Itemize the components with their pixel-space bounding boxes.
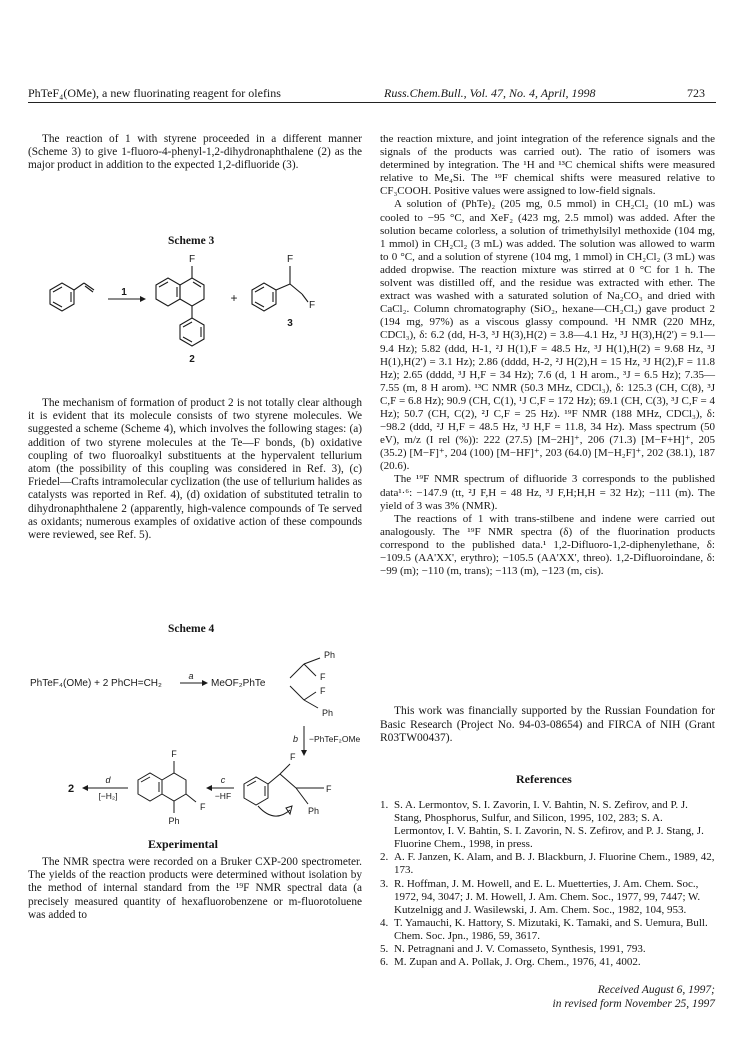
scheme4-intermediate: MeOF₂PhTe <box>211 678 266 689</box>
product-3-structure <box>252 266 308 311</box>
compound-2-label: 2 <box>68 783 75 795</box>
right-column-methods <box>380 133 715 578</box>
reference-number: 5. <box>380 943 389 956</box>
phenyl-label: Ph <box>308 806 320 816</box>
left-column-experimental <box>28 856 362 922</box>
phenyl-label: Ph <box>324 650 336 660</box>
reference-item <box>380 799 715 851</box>
scheme3-diagram <box>28 250 362 380</box>
reference-number: 3. <box>380 877 389 890</box>
fluorine-label: F <box>200 802 206 812</box>
fluorine-label: F <box>308 300 316 311</box>
journal-citation: Russ.Chem.Bull., Vol. 47, No. 4, April, 1998 <box>384 86 596 100</box>
reaction-arrow <box>108 287 146 302</box>
paragraph: the reaction mixture, and joint integration of the reference signals and the signals of the products was carried out). The ratio of isomers was determined by integration. The ¹H and ¹³C chemical shifts were measured relative to Me₄Si. The ¹⁹F chemical shifts were measured relative to CF₃COOH. Positive values were assigned to low-field signals. <box>380 133 715 198</box>
plus-sign: + <box>230 291 238 305</box>
fluorine-label: F <box>286 254 294 265</box>
reference-item <box>380 878 715 917</box>
reference-number: 4. <box>380 916 389 929</box>
paragraph: The reaction of 1 with styrene proceeded in a different manner (Scheme 3) to give 1-fluoro-4-phenyl-1,2-dihydronaphthalene (2) as the major product in addition to the expected 1,2-difluoride (3). <box>28 133 362 172</box>
step-d-byproduct: [−H₂] <box>98 791 118 801</box>
reference-text: T. Yamauchi, K. Hattory, S. Mizutaki, K. Tamaki, and S. Uemura, Bull. Chem. Soc. Jpn., 1986, 59, 3617. <box>394 916 708 942</box>
step-d-label: d <box>105 775 111 785</box>
references-list <box>380 799 715 969</box>
header-rule <box>28 102 716 103</box>
scheme4-diagram <box>28 638 362 838</box>
step-c-label: c <box>220 775 226 785</box>
arrow-label: 1 <box>121 287 127 298</box>
step-b-label: b <box>292 734 298 744</box>
page-number: 723 <box>687 86 705 100</box>
styrene-structure <box>50 283 94 311</box>
acknowledgment <box>380 705 715 746</box>
fluorine-label: F <box>290 752 296 762</box>
paragraph: The reactions of 1 with trans-stilbene and indene were carried out analogously. The ¹⁹F NMR spectra (δ) of the fluorination products correspond to the published data.¹ 1,2-Difluoro-1,2-diphenylethane, δ: −109.5 (AA'XX', erythro); −105.5 (AA'XX', threo). 1,2-Difluoroindane, δ: −99 (m); −110 (m, trans); −113 (m), −123 (m, cis). <box>380 512 715 578</box>
left-column-intro <box>28 133 362 173</box>
reference-number: 2. <box>380 851 389 864</box>
paragraph: The NMR spectra were recorded on a Bruker CXP-200 spectrometer. The yields of the reaction products were determined without isolation by the method of internal standard from the ¹⁹F NMR spectral data (a precisely measured quantity of hexafluorobenzene or m-fluorotoluene was added to <box>28 856 362 921</box>
product-2-structure <box>156 266 204 346</box>
reference-number: 1. <box>380 799 389 811</box>
tetralin-structure <box>138 761 196 813</box>
scheme4-title: Scheme 4 <box>168 623 215 635</box>
reference-item <box>380 917 715 943</box>
reference-text: M. Zupan and A. Pollak, J. Org. Chem., 1976, 41, 4002. <box>394 956 641 969</box>
fluorine-label: F <box>171 749 177 759</box>
compound-2-label: 2 <box>189 354 195 365</box>
phenyl-label: Ph <box>322 708 334 718</box>
reference-text: A. F. Janzen, K. Alam, and B. J. Blackburn, J. Fluorine Chem., 1989, 42, 173. <box>394 851 715 877</box>
step-a-label: a <box>188 671 194 681</box>
experimental-heading: Experimental <box>148 837 218 851</box>
reference-item <box>380 943 715 956</box>
fluorine-label: F <box>320 686 326 696</box>
references-heading: References <box>516 772 572 786</box>
revised-date: in revised form November 25, 1997 <box>552 998 715 1010</box>
reference-item <box>380 851 715 877</box>
running-title: PhTeF₄(OMe), a new fluorinating reagent for olefins <box>28 86 281 100</box>
step-b-byproduct: −PhTeF₂OMe <box>309 734 361 744</box>
paragraph: The ¹⁹F NMR spectrum of difluoride 3 corresponds to the published data¹·⁶: −147.9 (tt, ²J F,H = 48 Hz, ³J F,H;H,H = 32 Hz); −111 (m). The yield of 3 was 3% (NMR). <box>380 473 715 512</box>
paragraph: This work was financially supported by the Russian Foundation for Basic Research (Project No. 94-03-08654) and FIRCA of NIH (Grant R03TW00437). <box>380 705 715 745</box>
paragraph: A solution of (PhTe)₂ (205 mg, 0.5 mmol) in CH₂Cl₂ (10 mL) was cooled to −95 °C, and XeF₂ (423 mg, 2.5 mmol) was added. After the solution became colorless, a solution of trimethylsilyl methoxide (104 mg, 1 mmol) in CH₂Cl₂ (3 mL) was added. The solution was allowed to warm to 0 °C, and a solution of styrene (104 mg, 1 mmol) in CH₂Cl₂ (3 mL) was added dropwise. The reaction mixture was stirred at 0 °C for 1 h. The solvent was distilled off, and the residue was extracted with ether. The extract was washed with a saturated solution of Na₂CO₃ and dried with CaCl₂. Column chromatography (SiO₂, hexane—CH₂Cl₂) gave product 2 (194 mg, 97%) as a viscous glassy compound. ¹H NMR (220 MHz, CDCl₃), δ: 6.2 (dd, H-3, ³J H(3),H(2) = 3.8—4.1 Hz, ³J H(3),H(2') = 9.1—9.4 Hz); 5.82 (ddd, H-1, ²J H(1),F = 48.5 Hz, ³J H(1),H(2) = 9.68 Hz, ³J H(1),H(2') = 3.1 Hz); 2.86 (dddd, H-2, ²J H(2),H = 15 Hz, ³J H(2),F = 11.8 Hz); 2.65 (dddd, ³J H,F = 34 Hz); 7.6 (d, 1 H arom., ³J = 6.5 Hz); 7.35—7.55 (m, 8 H arom). ¹³C NMR (50.3 MHz, CDCl₃), δ: 125.3 (CH, C(8), ³J C,F = 6.8 Hz); 90.9 (CH, C(1), ¹J C,F = 172 Hz); 69.1 (CH, C(3), ³J C,F = 4 Hz); 50.7 (CH, C(2), ²J C,F = 25 Hz). ¹⁹F NMR (188 MHz, CDCl₃), δ: −98.2 (ddd, ²J H,F = 48.5 Hz, ³J H,F = 11.8, 34 Hz). Mass spectrum (50 eV), m/z (I rel (%)): 222 (27.5) [M−2H]⁺, 206 (71.3) [M−F+H]⁺, 205 (35.2) [M−F]⁺, 204 (100) [M−HF]⁺, 203 (64.0) [M−H₂F]⁺, 202 (38.1), 187 (20.6). <box>380 198 715 473</box>
fluorine-label: F <box>188 254 196 265</box>
step-c-byproduct: −HF <box>214 791 232 801</box>
paragraph: The mechanism of formation of product 2 is not totally clear although it is evident that its molecule consists of two styrene molecules. We suggested a scheme (Scheme 4), which involves the following stages: (a) addition of two styrene molecules at the Te—F bonds, (b) oxidative coupling of two fluoroalkyl substituents at the hypervalent tellurium atom (the possibility of this coupling was considered in Ref. 3), (c) Friedel—Crafts intramolecular cyclization (the use of tellurium halides as catalysts was reported in Ref. 4), (d) oxidation of substituted tetralin to dihydronaphthalene 2 (apparently, high-valence compounds of Te served as oxidants; numerous examples of oxidative action of these compounds were reviewed, see Ref. 5). <box>28 397 362 542</box>
scheme3-title: Scheme 3 <box>168 235 215 247</box>
fluorine-label: F <box>320 672 326 682</box>
received-date: Received August 6, 1997; <box>597 984 715 996</box>
reference-text: R. Hoffman, J. M. Howell, and E. L. Muetterties, J. Am. Chem. Soc., 1972, 94, 3047; J. M. Howell, J. Am. Chem. Soc., 1977, 99, 7447; W. Kutzelnigg and J. Wasilewski, J. Am. Chem. Soc., 1982, 104, 953. <box>394 877 701 916</box>
phenyl-label: Ph <box>168 816 180 826</box>
reference-text: N. Petragnani and J. V. Comasseto, Synthesis, 1991, 793. <box>394 943 646 956</box>
reference-number: 6. <box>380 956 389 969</box>
scheme4-reactants: PhTeF₄(OMe) + 2 PhCH=CH₂ <box>30 678 162 689</box>
reference-item <box>380 956 715 969</box>
reference-text: S. A. Lermontov, S. I. Zavorin, I. V. Bahtin, N. S. Zefirov, and P. J. Stang, Phosphorus, Sulfur, and Silicon, 1995, 102, 283; S. A. Lermontov, I. V. Bahtin, S. I. Zavorin, N. S. Zefirov, and P. J. Stang, J. Fluorine Chem., 1998, in press. <box>394 799 704 851</box>
compound-3-label: 3 <box>287 318 293 329</box>
fluorine-label: F <box>326 784 332 794</box>
intermediate-bonds <box>290 658 320 708</box>
left-column-mechanism <box>28 397 362 542</box>
